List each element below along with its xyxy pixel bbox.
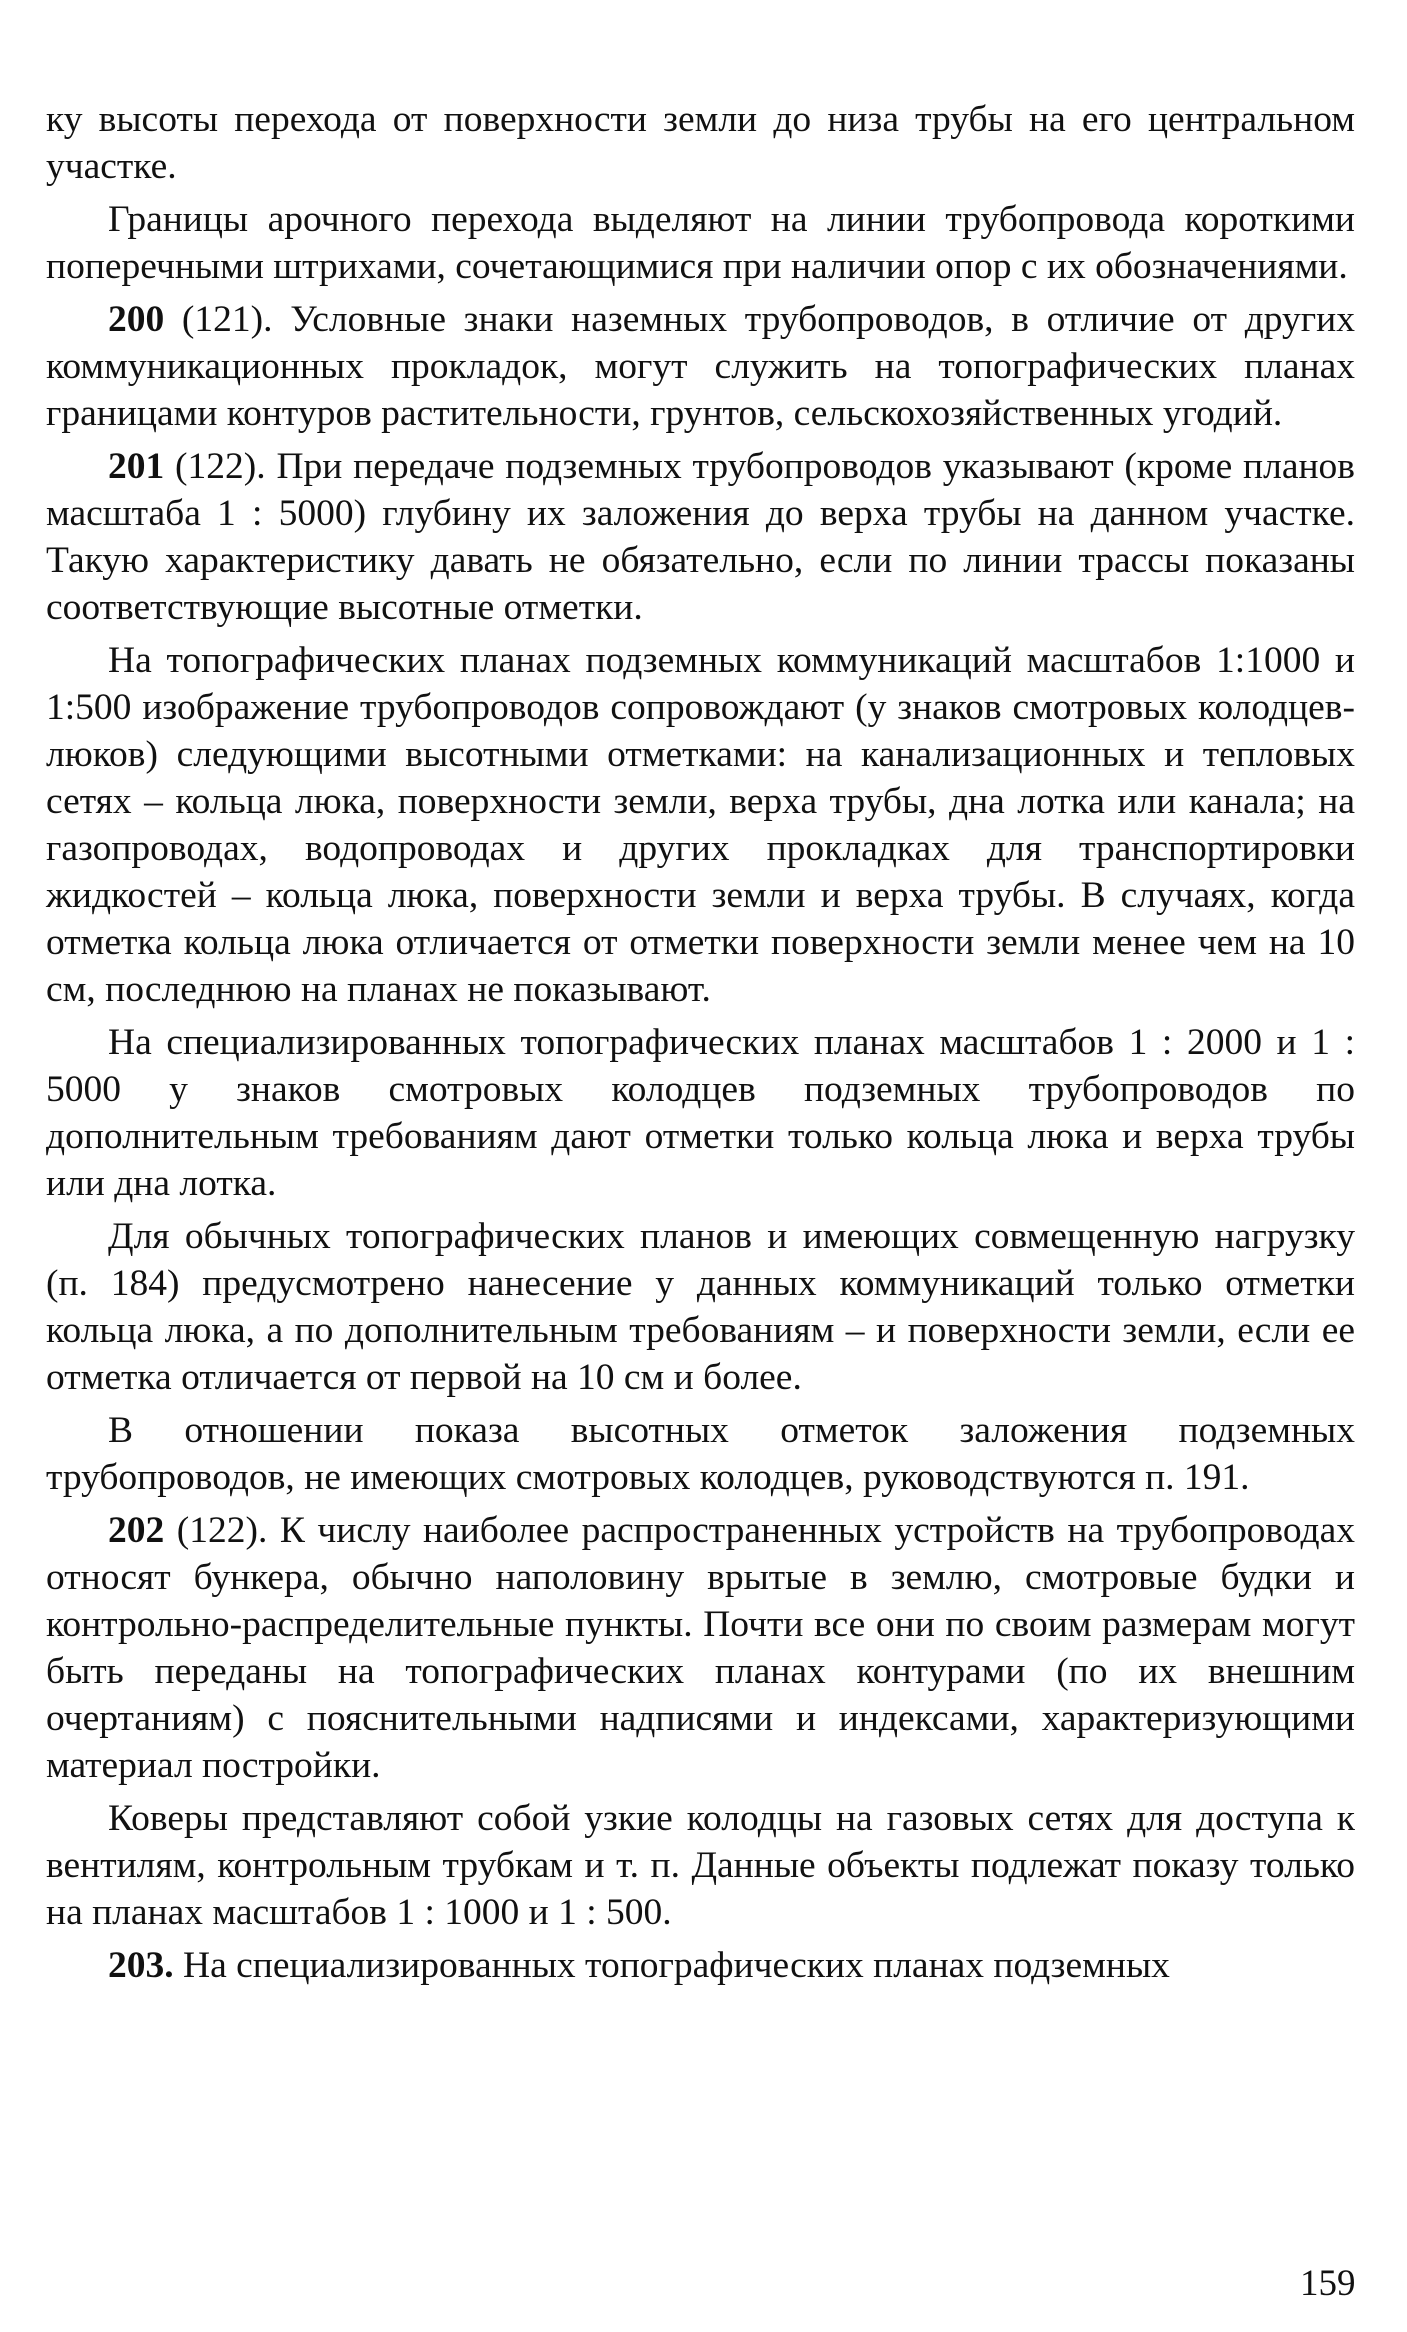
paragraph-number: 202 — [108, 1510, 165, 1551]
paragraph-number: 203. — [108, 1945, 174, 1986]
paragraph-text: (122). При передаче подземных трубопроводов указывают (кроме планов масштаба 1 : 5000) глубину их заложения до верха трубы на данном участке. Такую характеристику давать не обязательно, если по линии трассы показаны соответствующие высотные отметки. — [46, 446, 1355, 628]
paragraph-text: Коверы представляют собой узкие колодцы на газовых сетях для доступа к вентилям, контрольным трубкам и т. п. Данные объекты подлежат показу только на планах масштабов 1 : 1000 и 1 : 500. — [46, 1798, 1355, 1933]
paragraph-5 — [46, 637, 1355, 1013]
paragraph-text: ку высоты перехода от поверхности земли до низа трубы на его центральном участке. — [46, 99, 1355, 187]
paragraph-text: На топографических планах подземных коммуникаций масштабов 1:1000 и 1:500 изображение трубопроводов сопровождают (у знаков смотровых колодцев-люков) следующими высотными отметками: на канализационных и тепловых сетях – кольца люка, поверхности земли, верха трубы, дна лотка или канала; на газопроводах, водопроводах и других прокладках для транспортировки жидкостей – кольца люка, поверхности земли и верха трубы. В случаях, когда отметка кольца люка отличается от отметки поверхности земли менее чем на 10 см, последнюю на планах не показывают. — [46, 640, 1355, 1010]
paragraph-text: Границы арочного перехода выделяют на линии трубопровода короткими поперечными штрихами, сочетающимися при наличии опор с их обозначениями. — [46, 199, 1355, 287]
paragraph-text: (122). К числу наиболее распространенных устройств на трубопроводах относят бункера, обычно наполовину врытые в землю, смотровые будки и контрольно-распределительные пункты. Почти все они по своим размерам могут быть переданы на топографических планах контурами (по их внешним очертаниям) с пояснительными надписями и индексами, характеризующими материал постройки. — [46, 1510, 1355, 1786]
paragraph-text: (121). Условные знаки наземных трубопроводов, в отличие от других коммуникационных прокладок, могут служить на топографических планах границами контуров растительности, грунтов, сельскохозяйственных угодий. — [46, 299, 1355, 434]
page-number: 159 — [1300, 2263, 1356, 2304]
paragraph-1 — [46, 96, 1355, 190]
paragraph-number: 200 — [108, 299, 165, 340]
paragraph-10 — [46, 1795, 1355, 1936]
paragraph-2 — [46, 196, 1355, 290]
paragraph-7 — [46, 1213, 1355, 1401]
paragraph-text: В отношении показа высотных отметок заложения подземных трубопроводов, не имеющих смотровых колодцев, руководствуются п. 191. — [46, 1410, 1355, 1498]
paragraph-text: Для обычных топографических планов и имеющих совмещенную нагрузку (п. 184) предусмотрено нанесение у данных коммуникаций только отметки кольца люка, а по дополнительным требованиям – и поверхности земли, если ее отметка отличается от первой на 10 см и более. — [46, 1216, 1355, 1398]
paragraph-201 — [46, 443, 1355, 631]
paragraph-8 — [46, 1407, 1355, 1501]
paragraph-text: На специализированных топографических планах подземных — [173, 1945, 1170, 1986]
paragraph-6 — [46, 1019, 1355, 1207]
paragraph-202 — [46, 1507, 1355, 1789]
paragraph-number: 201 — [108, 446, 165, 487]
paragraph-200 — [46, 296, 1355, 437]
paragraph-203 — [46, 1942, 1355, 1989]
paragraph-text: На специализированных топографических планах масштабов 1 : 2000 и 1 : 5000 у знаков смотровых колодцев подземных трубопроводов по дополнительным требованиям дают отметки только кольца люка и верха трубы или дна лотка. — [46, 1022, 1355, 1204]
